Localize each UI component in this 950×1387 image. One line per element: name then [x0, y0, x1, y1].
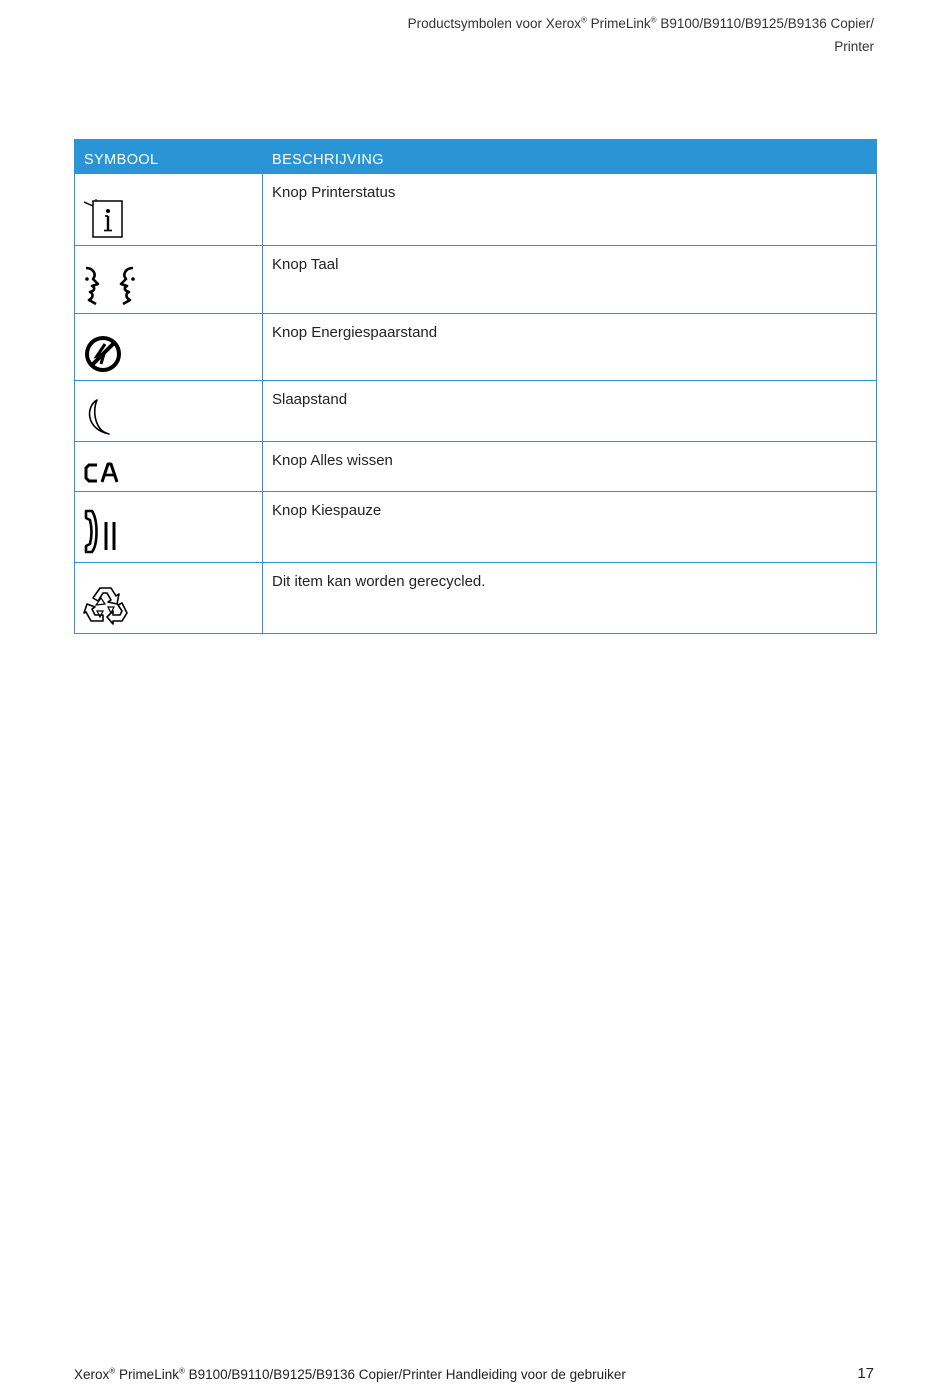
table-row [75, 246, 877, 314]
description-cell: Knop Alles wissen [263, 442, 877, 492]
energy-saver-icon [83, 334, 123, 374]
page-number: 17 [857, 1365, 874, 1382]
running-header-line-1: Productsymbolen voor Xerox® PrimeLink® B9100/B9110/B9125/B9136 Copier/ [407, 15, 874, 31]
symbol-cell [75, 314, 263, 381]
table-header-row [75, 140, 877, 174]
dial-pause-icon [83, 508, 123, 558]
running-header-line-2: Printer [834, 39, 874, 54]
description-cell: Knop Kiespauze [263, 492, 877, 563]
column-header-symbol: SYMBOOL [75, 140, 263, 174]
footer-text: Xerox® PrimeLink® B9100/B9110/B9125/B9136 Copier/Printer Handleiding voor de gebruiker [74, 1366, 626, 1382]
symbols-table [74, 139, 877, 634]
description-cell: Knop Taal [263, 246, 877, 314]
symbol-cell [75, 492, 263, 563]
description-cell: Slaapstand [263, 381, 877, 442]
column-header-description: BESCHRIJVING [263, 140, 877, 174]
description-cell: Knop Energiespaarstand [263, 314, 877, 381]
table-row [75, 563, 877, 634]
clear-all-icon [83, 460, 123, 486]
symbol-cell [75, 442, 263, 492]
description-cell: Dit item kan worden gerecycled. [263, 563, 877, 634]
table-row [75, 442, 877, 492]
language-icon [83, 264, 137, 308]
table-row [75, 381, 877, 442]
symbol-cell [75, 174, 263, 246]
symbol-cell [75, 381, 263, 442]
table-row [75, 174, 877, 246]
symbol-cell [75, 246, 263, 314]
symbol-cell [75, 563, 263, 634]
table-row [75, 314, 877, 381]
description-cell: Knop Printerstatus [263, 174, 877, 246]
printer-status-icon [83, 192, 127, 240]
sleep-mode-icon [83, 397, 117, 439]
table-row [75, 492, 877, 563]
running-header [408, 12, 874, 58]
recycle-icon [83, 583, 129, 627]
